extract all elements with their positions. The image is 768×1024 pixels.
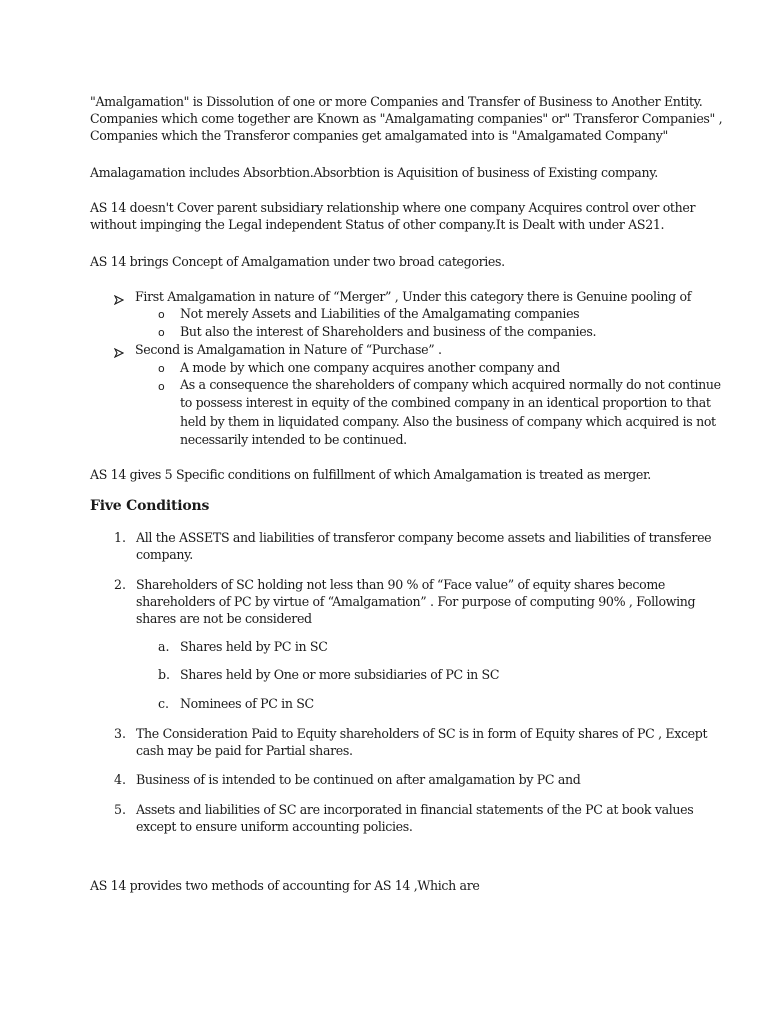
as14-cover-line-1: AS 14 doesn't Cover parent subsidiary relationship where one company Acquires control over other <box>90 200 696 215</box>
condition-2-text <box>136 576 695 627</box>
intro-paragraph <box>90 93 723 144</box>
condition-5-number: 5. <box>114 802 127 817</box>
closing-paragraph <box>90 877 690 894</box>
condition-2-line-2: shareholders of PC by virtue of “Amalgamation” . For purpose of computing 90% , Following <box>136 594 696 609</box>
category-second-sub-2-line-4: necessarily intended to be continued. <box>180 431 407 447</box>
condition-3-number: 3. <box>114 726 127 741</box>
category-second-sub-2-line-2: to possess interest in equity of the combined company in an identical proportion to that <box>180 395 711 411</box>
condition-2-sub-a-text: Shares held by PC in SC <box>180 639 328 654</box>
intro-line-1: "Amalgamation" is Dissolution of one or more Companies and Transfer of Business to Another Entity. <box>90 94 703 109</box>
category-second-sub-2 <box>180 376 721 449</box>
sub-bullet-marker: o <box>158 362 165 375</box>
category-second-text: Second is Amalgamation in Nature of “Purchase” . <box>135 342 442 357</box>
intro-line-3: Companies which the Transferor companies get amalgamated into is "Amalgamated Company" <box>90 128 669 143</box>
closing-text: AS 14 provides two methods of accounting for AS 14 ,Which are <box>90 878 480 893</box>
condition-2-sub-c-text: Nominees of PC in SC <box>180 696 314 711</box>
condition-5-line-2: except to ensure uniform accounting policies. <box>136 819 413 834</box>
absorption-text: Amalagamation includes Absorbtion.Absorbtion is Aquisition of business of Existing company. <box>90 165 658 180</box>
condition-1-number: 1. <box>114 530 127 545</box>
condition-3-line-2: cash may be paid for Partial shares. <box>136 743 353 758</box>
condition-2-sub-c-label: c. <box>158 696 170 711</box>
condition-5-line-1: Assets and liabilities of SC are incorporated in financial statements of the PC at book values <box>136 802 694 817</box>
condition-2-line-1: Shareholders of SC holding not less than 90 % of “Face value” of equity shares become <box>136 577 666 592</box>
condition-2-sub-a-label: a. <box>158 639 170 654</box>
as14-gives-paragraph <box>90 466 690 483</box>
category-first-sub-2: But also the interest of Shareholders and business of the companies. <box>180 324 597 339</box>
arrow-bullet-icon <box>114 345 124 362</box>
category-second-sub-2-line-3: held by them in liquidated company. Also the business of company which acquired is not <box>180 413 716 429</box>
as14-brings-text: AS 14 brings Concept of Amalgamation under two broad categories. <box>90 254 505 269</box>
condition-5-text <box>136 801 693 835</box>
as14-brings-paragraph <box>90 253 690 270</box>
condition-3-text <box>136 725 707 759</box>
condition-2-sub-b-label: b. <box>158 667 171 682</box>
as14-gives-text: AS 14 gives 5 Specific conditions on fulfillment of which Amalgamation is treated as merger. <box>90 467 651 482</box>
section-heading: Five Conditions <box>90 498 210 514</box>
arrow-bullet-icon <box>114 292 124 309</box>
sub-bullet-marker: o <box>158 380 165 393</box>
condition-1-text <box>136 529 711 563</box>
category-first-sub-1: Not merely Assets and Liabilities of the Amalgamating companies <box>180 306 580 321</box>
category-second-sub-2-line-1: As a consequence the shareholders of company which acquired normally do not continue <box>180 377 721 392</box>
absorption-paragraph <box>90 164 690 181</box>
intro-line-2: Companies which come together are Known as "Amalgamating companies" or" Transferor Companies" , <box>90 111 723 126</box>
as14-cover-line-2: without impinging the Legal independent Status of other company.It is Dealt with under AS21. <box>90 217 665 232</box>
sub-bullet-marker: o <box>158 326 165 339</box>
sub-bullet-marker: o <box>158 308 165 321</box>
condition-4-text: Business of is intended to be continued on after amalgamation by PC and <box>136 772 581 787</box>
condition-1-line-1: All the ASSETS and liabilities of transferor company become assets and liabilities of transferee <box>136 530 712 545</box>
as14-cover-paragraph <box>90 199 696 233</box>
condition-2-sub-b-text: Shares held by One or more subsidiaries of PC in SC <box>180 667 500 682</box>
condition-2-number: 2. <box>114 577 127 592</box>
category-second-sub-1: A mode by which one company acquires another company and <box>180 360 560 375</box>
condition-4-number: 4. <box>114 772 127 787</box>
condition-2-line-3: shares are not be considered <box>136 611 312 626</box>
condition-1-line-2: company. <box>136 547 193 562</box>
category-first-text: First Amalgamation in nature of “Merger” , Under this category there is Genuine pooling of <box>135 289 692 304</box>
condition-3-line-1: The Consideration Paid to Equity shareholders of SC is in form of Equity shares of PC , Except <box>136 726 708 741</box>
